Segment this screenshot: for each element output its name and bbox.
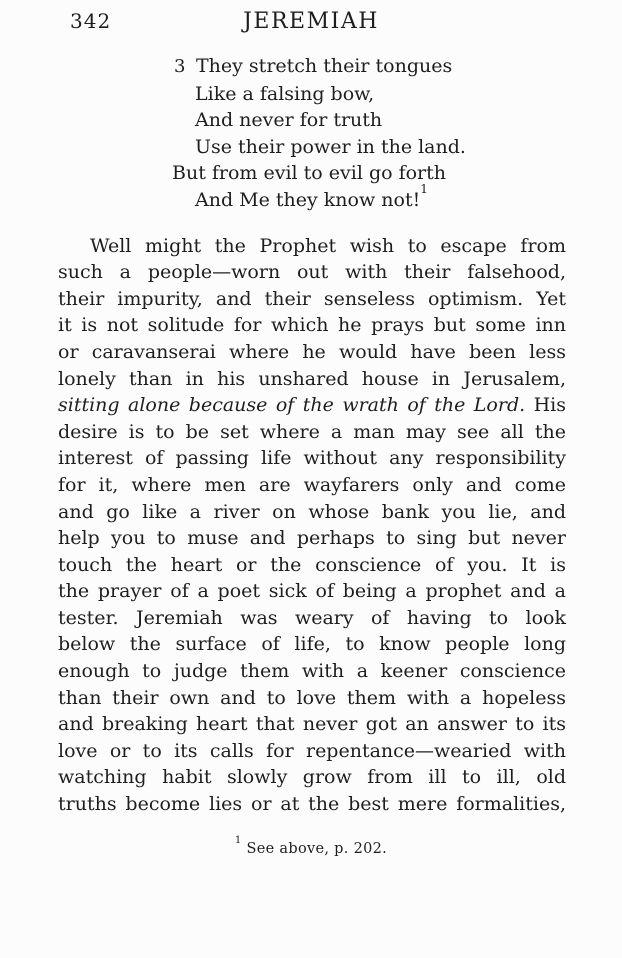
paragraph-line [58,472,566,499]
paragraph-text: Well might the Prophet wish to escape from [90,234,566,257]
paragraph-text: watching habit slowly grow from ill to ill, old [58,766,566,789]
paragraph-text: truths become lies or at the best mere formalities, [58,793,566,816]
paragraph-text: lonely than in his unshared house in Jerusalem, [58,367,566,390]
scripture-quote-italic: sitting alone because of the wrath of the Lord. [58,394,526,417]
paragraph-text: below the surface of life, to know people long [58,633,566,656]
verse-line-text: Use their power in the land. [195,135,466,158]
page-header [0,0,622,39]
paragraph-text: their impurity, and their senseless optimism. Yet [58,287,566,310]
verse-line [172,81,622,108]
running-head-title: JEREMIAH [243,9,379,34]
verse-line-text: But from evil to evil go forth [172,162,447,185]
paragraph-text: touch the heart or the conscience of you. It is [58,553,566,576]
paragraph-line [58,578,566,605]
paragraph-text: than their own and to love them with a hopeless [58,686,566,709]
verse-line-text: And Me they know not! [195,188,421,211]
paragraph-text: love or to its calls for repentance—wearied with [58,739,566,762]
paragraph-text: interest of passing life without any responsibility [58,447,566,470]
paragraph-line [58,525,566,552]
paragraph-text: help you to muse and perhaps to sing but never [58,527,566,550]
paragraph-text: for it, where men are wayfarers only and come [58,473,566,496]
paragraph-text: it is not solitude for which he prays but some inn [58,314,566,337]
paragraph-line [58,499,566,526]
paragraph-line [58,738,566,765]
verse-line-text: They stretch their tongues [196,55,453,77]
paragraph-text: such a people—worn out with their falsehood, [58,261,566,284]
paragraph-text: and go like a river on whose bank you lie, and [58,500,566,523]
paragraph-line [58,631,566,658]
paragraph-line [58,445,566,472]
verse-block [172,53,622,214]
footnote-text: See above, p. 202. [246,840,388,857]
paragraph-text: tester. Jeremiah was weary of having to look [58,606,566,629]
paragraph-text: or caravanserai where he would have been less [58,340,566,363]
page-number: 342 [70,9,112,33]
footnote-marker: 1 [234,834,242,846]
paragraph-line [58,392,566,419]
paragraph-line [58,286,566,313]
footnote [0,834,622,857]
paragraph-line [58,259,566,286]
verse-line [172,160,622,187]
footnote-reference: 1 [420,181,428,196]
verse-line [172,181,622,214]
verse-line [172,134,622,161]
paragraph-line [58,366,566,393]
verse-line [172,53,622,81]
paragraph-line [58,339,566,366]
verse-number: 3 [174,56,186,77]
paragraph-line [58,685,566,712]
paragraph [58,233,566,818]
paragraph-line [58,711,566,738]
paragraph-text: the prayer of a poet sick of being a prophet and a [58,580,566,603]
paragraph-line [58,764,566,791]
paragraph-line [58,233,566,260]
paragraph-line [58,312,566,339]
paragraph-line [58,605,566,632]
paragraph-text: and breaking heart that never got an answer to its [58,713,566,736]
paragraph-text: His [525,394,567,417]
paragraph-text: enough to judge them with a keener conscience [58,660,566,683]
paragraph-line [58,552,566,579]
paragraph-line [58,791,566,818]
paragraph-line [58,658,566,685]
verse-line [172,107,622,134]
verse-line-text: Like a falsing bow, [195,82,375,105]
paragraph-line [58,419,566,446]
verse-line-text: And never for truth [195,109,383,132]
paragraph-text: desire is to be set where a man may see all the [58,420,566,443]
